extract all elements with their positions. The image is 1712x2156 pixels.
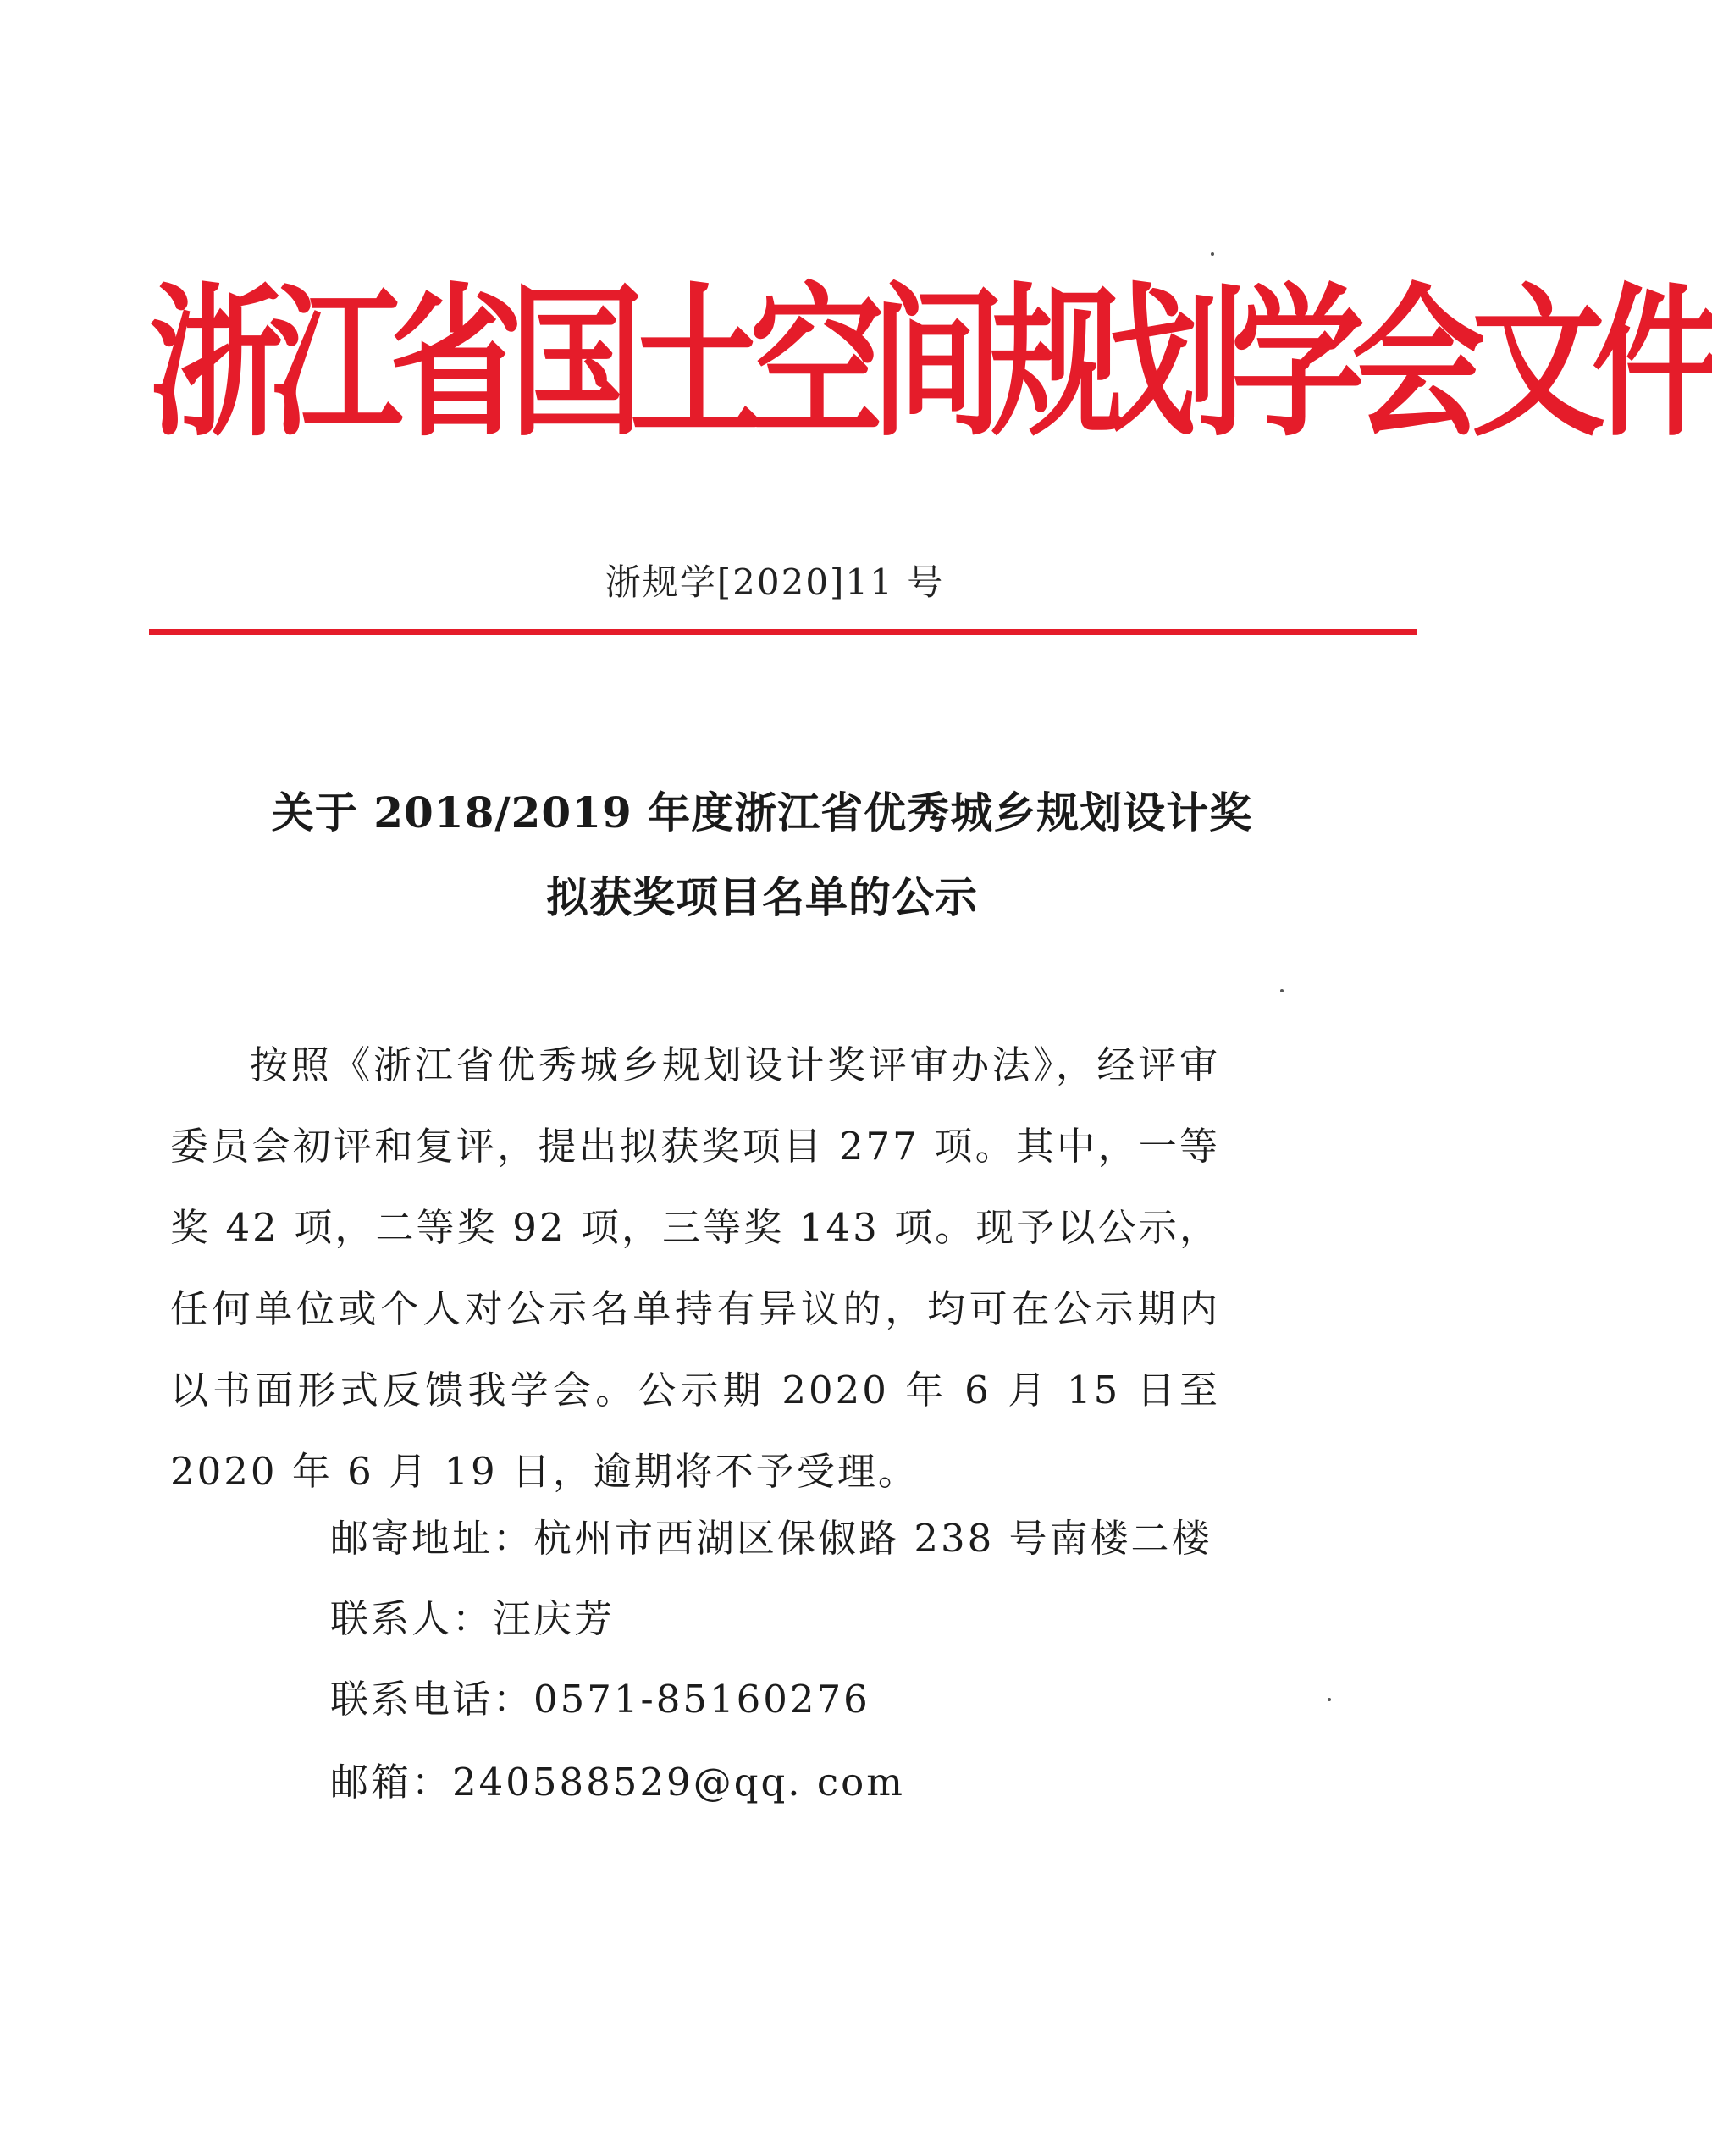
- body-paragraph: 按照《浙江省优秀城乡规划设计奖评审办法》，经评审委员会初评和复评，提出拟获奖项目 277 项。其中，一等奖 42 项，二等奖 92 项，三等奖 143 项。现予以公示，任何单位或个人对公示名单持有异议的，均可在公示期内以书面形式反馈我学会。公示期 2020 年 6 月 15 日至 2020 年 6 月 19 日，逾期将不予受理。: [170, 1042, 1220, 1494]
- phone-value: 0571-85160276: [533, 1677, 870, 1722]
- email-label: 邮箱：: [330, 1760, 453, 1805]
- contact-email: [330, 1751, 905, 1806]
- scan-speck: [1328, 1698, 1331, 1701]
- contact-person: [330, 1588, 615, 1643]
- contact-phone: [330, 1668, 870, 1723]
- address-label: 邮寄地址：: [330, 1516, 534, 1561]
- email-value: 240588529@qq. com: [452, 1760, 905, 1805]
- scan-speck: [1211, 252, 1214, 256]
- document-number: 浙规学[2020]11 号: [605, 561, 945, 603]
- masthead-title: 浙江省国土空间规划学会文件: [149, 268, 1712, 460]
- document-title-line-1: 关于 2018/2019 年度浙江省优秀城乡规划设计奖: [271, 788, 1253, 838]
- address-value: 杭州市西湖区保俶路 238 号南楼二楼: [533, 1516, 1212, 1561]
- document-title-line-2: 拟获奖项目名单的公示: [546, 872, 978, 922]
- phone-label: 联系电话：: [330, 1677, 534, 1722]
- red-divider: [149, 629, 1417, 635]
- contact-address: [330, 1507, 1212, 1562]
- person-value: 汪庆芳: [493, 1596, 616, 1641]
- person-label: 联系人：: [330, 1596, 494, 1641]
- scan-speck: [1280, 989, 1284, 992]
